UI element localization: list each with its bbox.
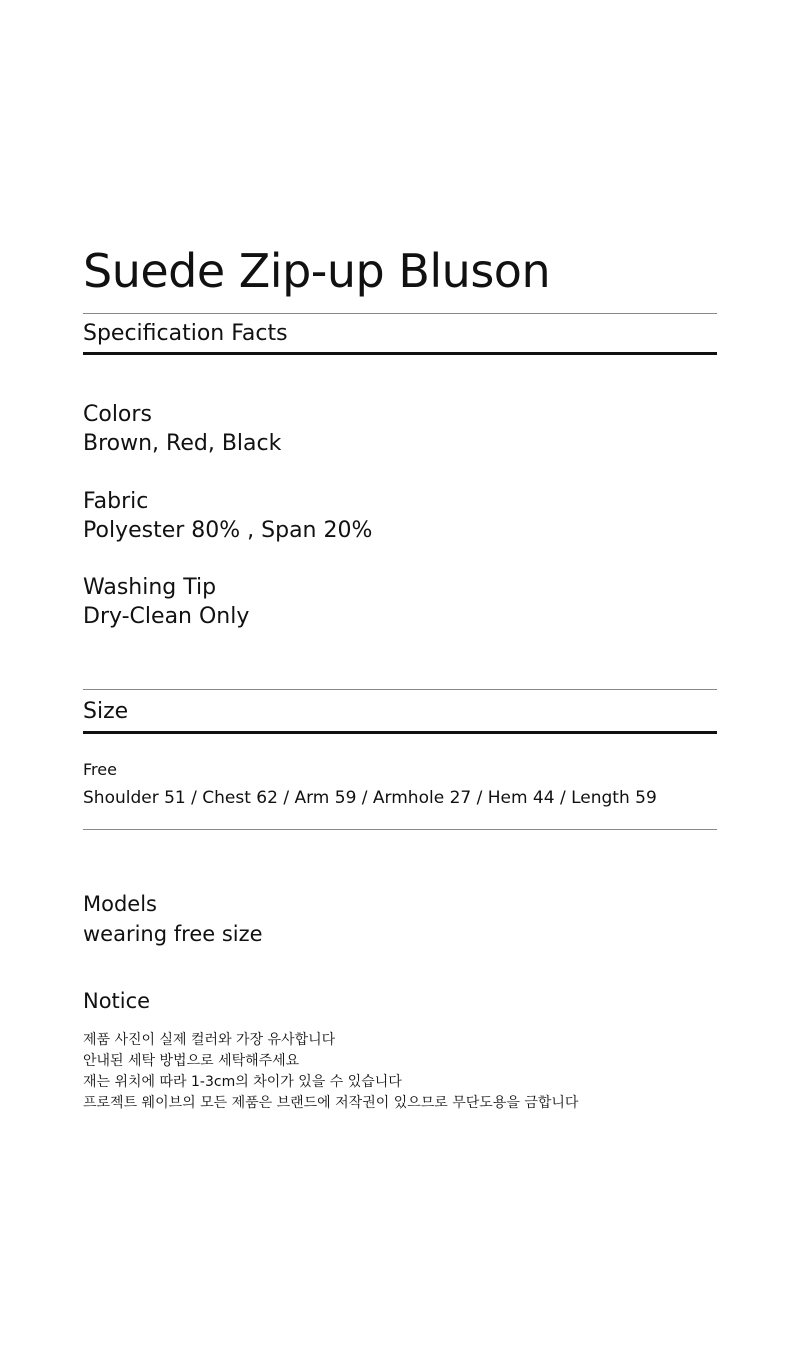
- divider-thick: [83, 731, 717, 734]
- models-value: wearing free size: [83, 922, 263, 946]
- models-label: Models: [83, 892, 157, 916]
- notice-line: 재는 위치에 따라 1-3cm의 차이가 있을 수 있습니다: [83, 1074, 402, 1090]
- fabric-value: Polyester 80% , Span 20%: [83, 518, 373, 543]
- washing-tip-label: Washing Tip: [83, 575, 217, 600]
- notice-label: Notice: [83, 989, 151, 1013]
- notice-line: 안내된 세탁 방법으로 세탁해주세요: [83, 1053, 300, 1069]
- spec-heading: Specification Facts: [83, 321, 288, 346]
- colors-label: Colors: [83, 402, 152, 427]
- fabric-label: Fabric: [83, 489, 149, 514]
- divider: [83, 689, 717, 690]
- divider: [83, 829, 717, 830]
- washing-tip-value: Dry-Clean Only: [83, 604, 250, 629]
- notice-line: 제품 사진이 실제 컬러와 가장 유사합니다: [83, 1032, 336, 1048]
- size-measurements: Shoulder 51 / Chest 62 / Arm 59 / Armhole 27 / Hem 44 / Length 59: [83, 788, 657, 808]
- size-heading: Size: [83, 699, 129, 724]
- colors-value: Brown, Red, Black: [83, 431, 282, 456]
- notice-line: 프로젝트 웨이브의 모든 제품은 브랜드에 저작권이 있으므로 무단도용을 금합니다: [83, 1095, 579, 1111]
- product-title: Suede Zip-up Bluson: [83, 244, 551, 298]
- size-option: Free: [83, 760, 117, 779]
- divider: [83, 313, 717, 314]
- divider-thick: [83, 352, 717, 355]
